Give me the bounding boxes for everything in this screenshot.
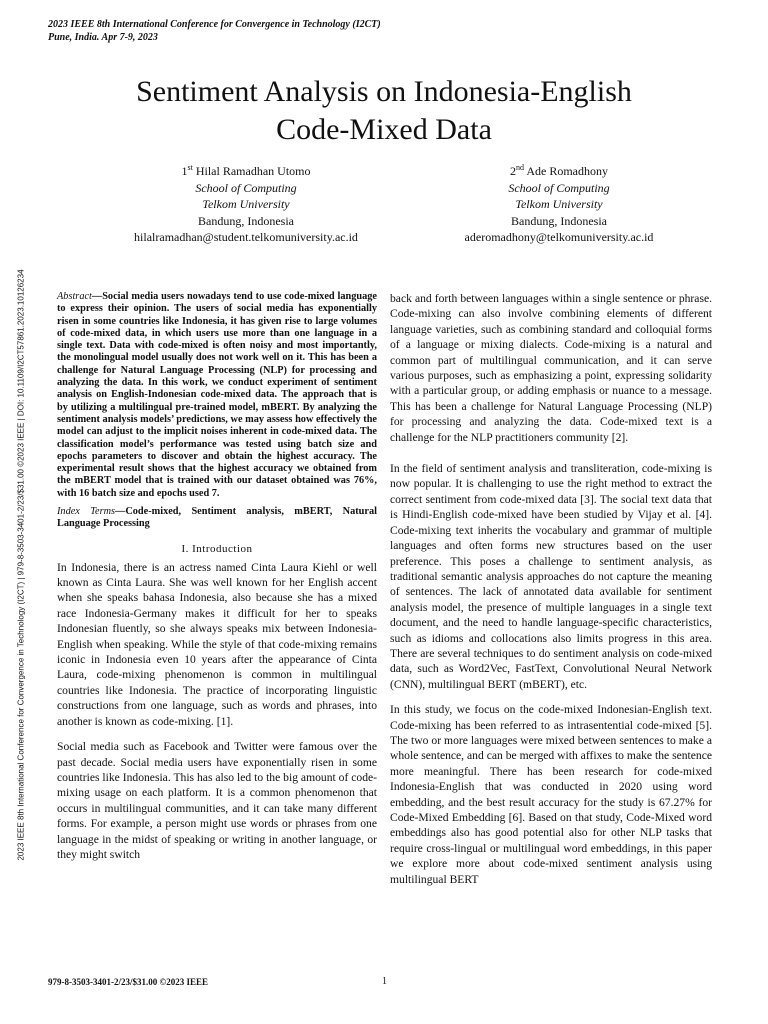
body-paragraph: In the field of sentiment analysis and transliteration, code-mixing is now popular. It is challenging to use the right method to extract the correct sentiment from code-mixed data [3]. The social text data that is Hindi-English code-mixed have been studied by Vijay et al. [4]. Code-mixing text inherits the vocabulary and grammar of multiple languages and often forms new structures based on the user preference. This poses a challenge to sentiment analysis, as traditional semantic analysis approaches do not capture the meaning of sentences. The lack of annotated data available for sentiment analysis model, the presence of multiple languages in a single text document, and the need to handle language-specific characteristics, such as idioms and collocations also limits progress in this area. There are several techniques to do sentiment analysis on code-mixed data, such as Word2Vec, FastText, Convolutional Neural Network (CNN), multilingual BERT (mBERT), etc. xyxy=(390,462,712,691)
abstract xyxy=(57,291,377,500)
body-paragraph: Social media such as Facebook and Twitter were famous over the past decade. Social media users have exponentially risen in some countries like Indonesia. This has also led to the big amount of code-mixing usage on each platform. It is a common phenomenon that occurs in multilingual communities, and it can take many different forms. For example, a person might use words or phrases from one language in the midst of speaking or writing in another language, or they might switch xyxy=(57,740,377,861)
copyright-footer: 979-8-3503-3401-2/23/$31.00 ©2023 IEEE xyxy=(48,977,208,987)
author-block-2 xyxy=(409,163,709,246)
body-paragraph: In Indonesia, there is an actress named Cinta Laura Kiehl or well known as Cinta Laura. She was well known for her English accent when she speaks bahasa Indonesia, also because she has a mixed race Indonesia-Germany makes it difficult for her to speaks Indonesian fluently, so she always speaks mix between Indonesia-English when speaking. While the style of that code-mixing remains iconic in Indonesia even 10 years after the appearance of Cinta Laura, code-mixing phenomenon is common in multilingual countries like Indonesia. The practice of incorporating linguistic constructions from one language, such as words and phrases, into another is known as code-mixing. [1]. xyxy=(57,560,377,728)
author-department: School of Computing xyxy=(195,180,297,195)
author-name: 2nd Ade Romadhony xyxy=(510,163,608,178)
author-university: Telkom University xyxy=(202,197,290,211)
author-email: hilalramadhan@student.telkomuniversity.ac.id xyxy=(134,230,358,244)
author-department: School of Computing xyxy=(508,180,610,195)
conference-location: Pune, India. Apr 7-9, 2023 xyxy=(48,32,158,43)
author-city: Bandung, Indonesia xyxy=(198,213,294,228)
author-name: 1st Hilal Ramadhan Utomo xyxy=(181,163,311,178)
body-paragraph: back and forth between languages within a single sentence or phrase. Code-mixing can also involve combining elements of different language varieties, such as combining standard and colloquial forms of a language or mixing dialects. Code-mixing is a natural and common part of multilingual communication, and it can serve various purposes, such as emphasizing a point, expressing solidarity with a particular group, or adding emphasis or nuance to a message. This has been a challenge for Natural Language Processing (NLP) for processing and analyzing the data. Code-mixed text is a challenge for the NLP practitioners community [2]. xyxy=(390,292,712,444)
abstract-label: Abstract xyxy=(57,291,92,302)
title-line-2: Code-Mixed Data xyxy=(276,113,492,146)
doi-sidebar xyxy=(14,160,28,970)
index-terms-label: Index Terms xyxy=(57,506,116,518)
section-heading-introduction: I. Introduction xyxy=(181,542,253,555)
author-block-1 xyxy=(96,163,396,246)
page-number: 1 xyxy=(382,976,387,987)
author-email: aderomadhony@telkomuniversity.ac.id xyxy=(464,230,654,244)
sidebar-text: 2023 IEEE 8th International Conference for Convergence in Technology (I2CT) | 979-8-3503-3401-2/23/$31.00 ©2023 IEEE | DOI: 10.1109/I2CT57861.2023.10126234 xyxy=(16,269,26,861)
abstract-text: —Social media users nowadays tend to use code-mixed language to express their opinion. The users of social media has exponentially risen in some countries like Indonesia, it has given rise to large volumes of code-mixed data, in which users use more than one language in a single text. Data with code-mixed is often noisy and most importantly, the monolingual model usually does not work well on it. This has been a challenge for Natural Language Processing (NLP) for processing and analyzing the data. In this work, we conduct experiment of sentiment analysis on English-Indonesian code-mixed data. The approach that is by utilizing a multilingual pre-trained model, mBERT. By analyzing the sentiment analysis models’ predictions, we may assess how effectively the model can adjust to the implicit noises inherent in code-mixed data. The classification model’s performance was tested using batch size and epochs parameters to discover and obtain the highest accuracy. The experimental result shows that the highest accuracy we obtained from the mBERT model that is trained with our dataset obtained was 76%, with 16 batch size and epochs used 7. xyxy=(57,291,377,499)
index-terms xyxy=(57,506,377,531)
paper-title xyxy=(0,73,768,149)
title-line-1: Sentiment Analysis on Indonesia-English xyxy=(136,75,632,108)
index-terms-text: —Code-mixed, Sentiment analysis, mBERT, Natural Language Processing xyxy=(57,506,377,530)
conference-header xyxy=(48,18,381,44)
conference-name: 2023 IEEE 8th International Conference for Convergence in Technology (I2CT) xyxy=(48,19,381,30)
left-column xyxy=(57,291,377,862)
body-paragraph: In this study, we focus on the code-mixed Indonesian-English text. Code-mixing has been referred to as intrasentential code-mixed [5]. The two or more languages were mixed between sentences to make a whole sentence, and can be merged with affixes to make the sentence more meaningful. There has been research for code-mixed Indonesia-English that was conducted in 2020 using word embedding, and the best result accuracy for the study is 67.27% for Code-Mixed Embedding [6]. Based on that study, Code-Mixed word embeddings also has good potential also for other NLP tasks that require cross-lingual or multilingual word embeddings, in this paper we explore more about code-mixed sentiment analysis using multilingual BERT xyxy=(390,703,712,886)
author-university: Telkom University xyxy=(515,197,603,211)
right-column xyxy=(390,291,712,887)
author-city: Bandung, Indonesia xyxy=(511,213,607,228)
